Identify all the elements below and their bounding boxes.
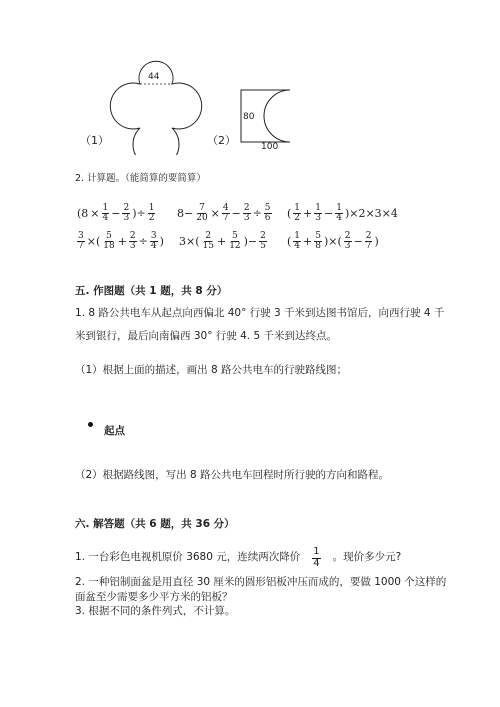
fraction: $\frac{4}{7}$	[222, 203, 229, 224]
fraction: $\frac{2}{15}$	[202, 231, 214, 252]
section-5-title: 五. 作图题（共 1 题，共 8 分）	[75, 285, 228, 297]
expression-6: ( $\frac{1}{4}$ + $\frac{5}{8}$ )×( $\frac{2}{3}$ − $\frac{2}{7}$ )	[287, 231, 379, 252]
figures	[0, 0, 500, 160]
figure-1-clover-shape	[100, 55, 210, 155]
fraction: $\frac{1}{2}$	[294, 203, 301, 224]
fraction: $\frac{5}{18}$	[103, 231, 115, 252]
fraction: $\frac{1}{4}$	[336, 203, 342, 224]
section-5-q1-line1: 1. 8 路公共电车从起点向西偏北 40° 行驶 3 千米到达图书馆后，向西行驶 4 千	[75, 307, 445, 319]
expression-3: ( $\frac{1}{2}$ + $\frac{1}{3}$ − $\frac{1}{4}$ )×2×3×4	[287, 203, 398, 224]
fraction: $\frac{3}{7}$	[78, 231, 84, 252]
start-point-label: 起点	[104, 425, 125, 437]
calc-heading: 2. 计算题。（能简算的要简算）	[75, 173, 206, 184]
expression-4: $\frac{3}{7}$ ×( $\frac{5}{18}$ + $\frac{2}{3}$ ÷ $\frac{3}{4}$ )	[78, 231, 164, 252]
expression-1: (8 × $\frac{1}{4}$ − $\frac{2}{3}$ )÷ $\frac{1}{2}$	[77, 203, 155, 224]
expression-2: 8− $\frac{7}{20}$ × $\frac{4}{7}$ − $\frac{2}{3}$ ÷ $\frac{5}{6}$	[177, 203, 271, 224]
section-5-q1-line2: 米到银行，最后向南偏西 30° 行驶 4. 5 千米到达终点。	[75, 330, 337, 342]
figure-1-label: （1）	[80, 134, 109, 147]
fraction: $\frac{2}{5}$	[260, 231, 266, 252]
figure-2-label: （2）	[207, 134, 236, 147]
fraction: $\frac{5}{8}$	[315, 231, 321, 252]
section-6-q2-line1: 2. 一种铝制面盆是用直径 30 厘米的圆形铝板冲压而成的，要做 1000 个这样的	[75, 576, 447, 588]
fraction: $\frac{1}{4}$	[102, 203, 109, 224]
fraction: $\frac{2}{3}$	[344, 231, 351, 252]
fraction: $\frac{2}{3}$	[129, 231, 136, 252]
fraction: $\frac{5}{12}$	[229, 231, 241, 252]
expr-text: (8	[77, 207, 89, 221]
fraction: $\frac{3}{4}$	[150, 231, 157, 252]
fraction: $\frac{2}{7}$	[365, 231, 372, 252]
section-6-q3: 3. 根据不同的条件列式，不计算。	[75, 605, 236, 617]
section-5-sub2: （2）根据路线图，写出 8 路公共电车回程时所行驶的方向和路程。	[75, 469, 390, 481]
fraction: $\frac{1}{3}$	[315, 203, 321, 224]
fraction: $\frac{1}{4}$	[294, 231, 301, 252]
figure-1-dimension: 44	[148, 72, 160, 82]
section-6-q2-line2: 面盆至少需要多少平方米的铝板？	[75, 591, 233, 603]
section-6-q1: 1. 一台彩色电视机原价 3680 元，连续两次降价 $\frac{1}{4}$ 。现价多少元?	[75, 546, 402, 569]
start-point-dot	[88, 422, 93, 427]
fraction: $\frac{1}{4}$	[313, 546, 320, 569]
fraction: $\frac{7}{20}$	[196, 203, 208, 224]
expression-5: 3×( $\frac{2}{15}$ + $\frac{5}{12}$ )− $\frac{2}{5}$	[179, 231, 266, 252]
figure-2-height: 80	[243, 112, 255, 122]
section-5-sub1: （1）根据上面的描述，画出 8 路公共电车的行驶路线图；	[75, 364, 348, 376]
fraction: $\frac{5}{6}$	[264, 203, 271, 224]
fraction: $\frac{2}{3}$	[243, 203, 250, 224]
fraction: $\frac{1}{2}$	[148, 203, 155, 224]
fraction: $\frac{2}{3}$	[123, 203, 130, 224]
section-6-title: 六. 解答题（共 6 题，共 36 分）	[75, 518, 235, 530]
figure-2-width: 100	[261, 142, 279, 152]
